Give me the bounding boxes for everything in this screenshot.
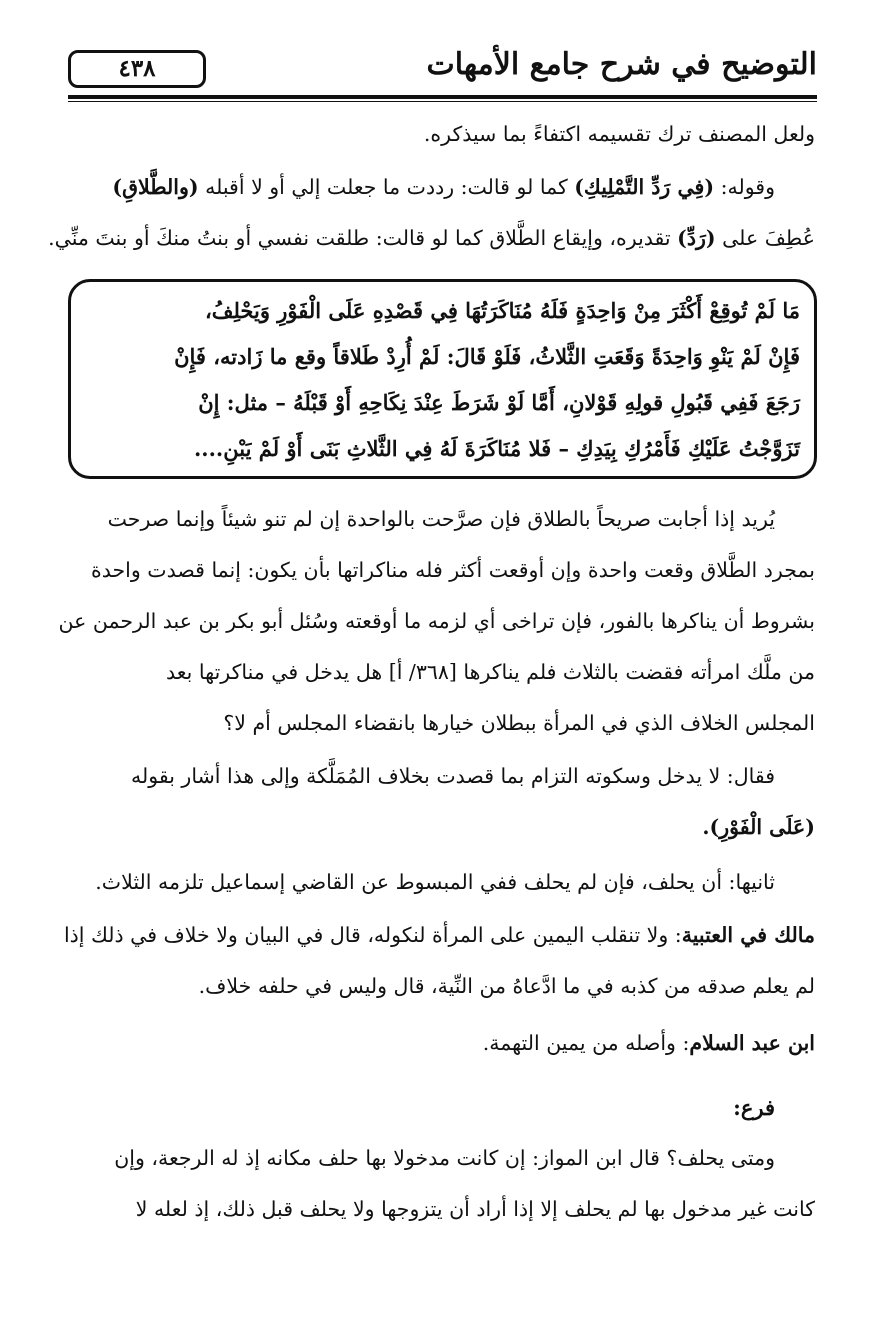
- cited-source: مالك في العتبية: [681, 923, 815, 947]
- text-line: [70, 162, 815, 213]
- paragraph-5: [70, 857, 815, 908]
- text-line: [70, 1018, 815, 1069]
- text-line: كانت غير مدخول بها لم يحلف إلا إذا أراد أن يتزوجها ولا يحلف قبل ذلك، إذ لعله لا: [135, 1197, 815, 1221]
- quote-line: فَإِنْ لَمْ يَنْوِ وَاحِدَةً وَقَعَتِ الثَّلاثُ، فَلَوْ قَالَ: لَمْ أُرِدْ طَلاقاً وقع ما زَادته، فَإِنْ: [174, 344, 800, 369]
- text-line: [63, 910, 815, 961]
- text-span: عُطِفَ على: [715, 226, 815, 250]
- text-line: لم يعلم صدقه من كذبه في ما ادَّعاهُ من النِّية، قال وليس في حلفه خلاف.: [198, 974, 815, 998]
- paragraph-7: [70, 1018, 815, 1069]
- subheading-text: فرع:: [733, 1095, 775, 1120]
- text-line: [48, 213, 815, 264]
- paragraph-3: [58, 494, 815, 749]
- quoted-term: (والطَّلاقِ): [112, 175, 199, 199]
- text-line: (عَلَى الْفَوْرِ).: [702, 815, 815, 839]
- text-line: ولعل المصنف ترك تقسيمه اكتفاءً بما سيذكره.: [423, 122, 815, 146]
- paragraph-4: [70, 751, 815, 853]
- text-line: المجلس الخلاف الذي في المرأة ببطلان خيارها بانقضاء المجلس أم لا؟: [223, 711, 815, 735]
- book-title: التوضيح في شرح جامع الأمهات: [426, 47, 817, 82]
- text-span: وقوله:: [714, 175, 775, 199]
- text-line: بشروط أن يناكرها بالفور، فإن تراخى أي لزمه ما أوقعته وسُئل أبو بكر بن عبد الرحمن عن: [58, 609, 815, 633]
- header-rule-thin: [68, 101, 817, 102]
- text-span: : ولا تنقلب اليمين على المرأة لنكوله، قال في البيان ولا خلاف في ذلك إذا: [63, 923, 682, 947]
- text-span: كما لو قالت: رددت ما جعلت إلي أو لا أقبله: [198, 175, 575, 199]
- paragraph-2: [48, 162, 815, 264]
- text-line: فقال: لا يدخل وسكوته التزام بما قصدت بخلاف المُمَلَّكة وإلى هذا أشار بقوله: [131, 764, 775, 788]
- text-line: بمجرد الطَّلاق وقعت واحدة وإن أوقعت أكثر فله مناكراتها بأن يكون: إنما قصدت واحدة: [91, 558, 815, 582]
- text-line: ثانيها: أن يحلف، فإن لم يحلف ففي المبسوط عن القاضي إسماعيل تلزمه الثلاث.: [95, 870, 775, 894]
- paragraph-1: [70, 109, 855, 160]
- text-line: يُريد إذا أجابت صريحاً بالطلاق فإن صرَّحت بالواحدة إن لم تنو شيئاً وإنما صرحت: [107, 507, 775, 531]
- paragraph-6: [63, 910, 815, 1012]
- quote-line: رَجَعَ فَفِي قَبُولِ قولِهِ قَوْلانِ، أَمَّا لَوْ شَرَطَ عِنْدَ نِكَاحِهِ أَوْ قَبْلَهُ – مثل: إِنْ: [198, 390, 800, 415]
- section-subheading: [70, 1082, 815, 1133]
- text-span: تقديره، وإيقاع الطَّلاق كما لو قالت: طلقت نفسي أو بنتُ منكَ أو بنتَ منِّي.: [48, 226, 678, 250]
- text-span: : وأصله من يمين التهمة.: [482, 1031, 690, 1055]
- text-line: من ملَّك امرأته فقضت بالثلاث فلم يناكرها [٣٦٨/ أ] هل يدخل في مناكرتها بعد: [166, 660, 815, 684]
- quoted-term: (رَدِّ): [677, 226, 716, 250]
- cited-source: ابن عبد السلام: [689, 1031, 815, 1055]
- quote-line: تَزَوَّجْتُ عَلَيْكِ فَأَمْرُكِ بِيَدِكِ – فَلا مُنَاكَرَةَ لَهُ فِي الثَّلاثِ بَنَى أَوْ لَمْ يَبْنِ....: [194, 436, 800, 461]
- page-header: [68, 40, 817, 104]
- text-line: ومتى يحلف؟ قال ابن المواز: إن كانت مدخولا بها حلف مكانه إذ له الرجعة، وإن: [114, 1146, 775, 1170]
- page-number-box: ٤٣٨: [68, 50, 206, 88]
- matn-quote-box: [68, 279, 817, 479]
- paragraph-8: [70, 1133, 815, 1235]
- quote-line: مَا لَمْ تُوقِعْ أَكْثَرَ مِنْ وَاحِدَةٍ فَلَهُ مُنَاكَرَتُهَا فِي قَصْدِهِ عَلَى الْفَوْرِ وَيَحْلِفُ،: [204, 298, 800, 323]
- header-rule: [68, 95, 817, 99]
- quoted-term: (فِي رَدِّ التَّمْلِيكِ): [574, 175, 715, 199]
